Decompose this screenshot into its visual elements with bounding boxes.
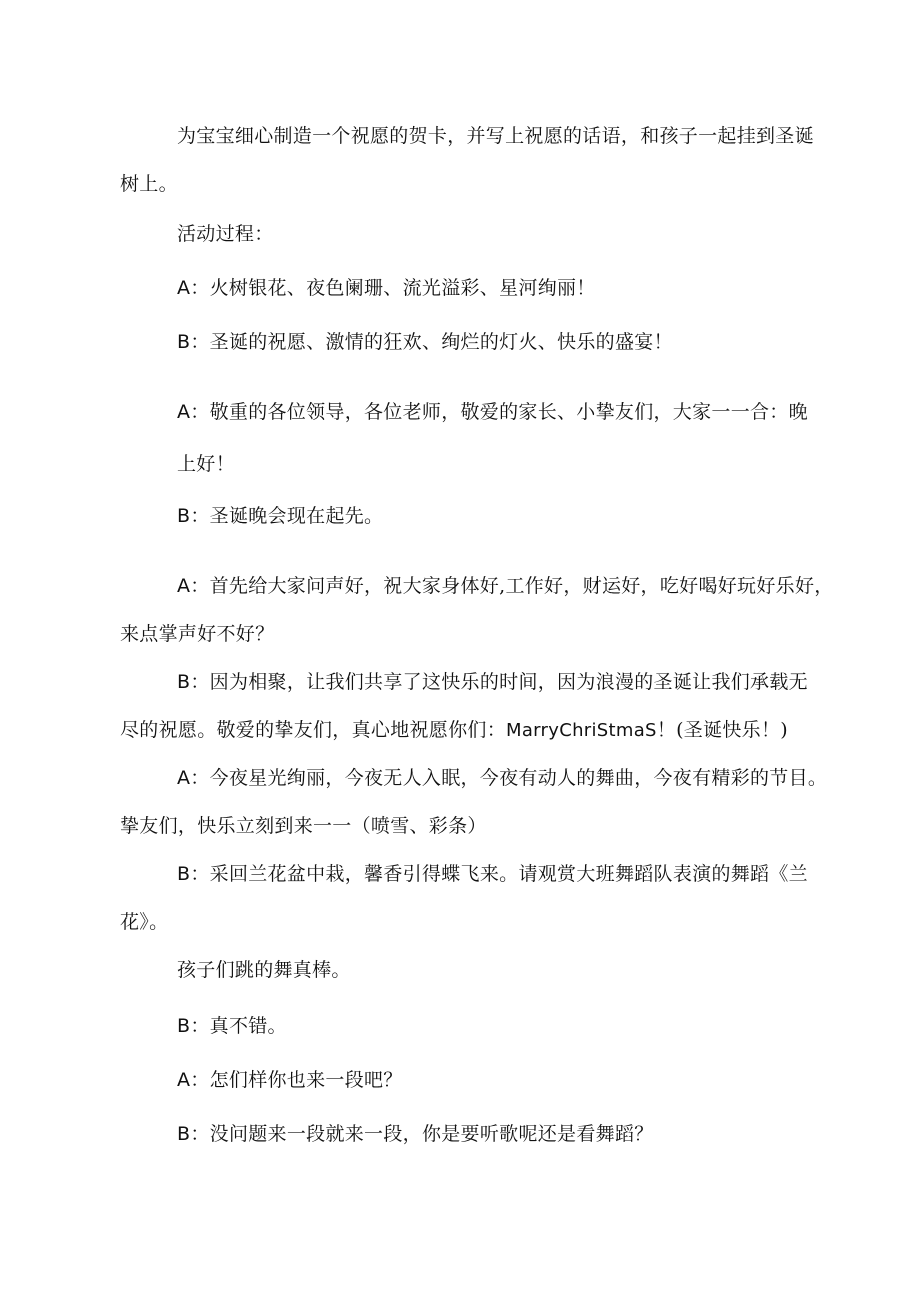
speaker-label: A： — [177, 401, 210, 423]
speaker-label: B： — [177, 1123, 210, 1145]
dialogue-continuation: 花》。 — [120, 911, 169, 933]
paragraph-intro-line2: 树上。 — [120, 173, 178, 195]
dialogue-text: 因为相聚，让我们共享了这快乐的时间，因为浪漫的圣诞让我们承载无 — [209, 671, 808, 693]
dialogue-text: 尽的祝愿。敬爱的挚友们，真心地祝愿你们： — [120, 719, 507, 741]
dialogue-line — [177, 400, 808, 424]
speaker-label: B： — [177, 863, 210, 885]
dialogue-text: 圣诞的祝愿、激情的狂欢、绚烂的灯火、快乐的盛宴！ — [209, 331, 673, 353]
dialogue-line — [177, 1068, 403, 1092]
speaker-label: A： — [177, 767, 210, 789]
dialogue-line — [177, 1122, 654, 1146]
dialogue-text: 火树银花、夜色阑珊、流光溢彩、星河绚丽！ — [209, 277, 596, 299]
dialogue-text: 没问题来一段就来一段，你是要听歌呢还是看舞蹈？ — [209, 1123, 654, 1145]
dialogue-line — [177, 574, 834, 598]
dialogue-line — [177, 276, 596, 300]
dialogue-text: 今夜星光绚丽，今夜无人入眠，今夜有动人的舞曲，今夜有精彩的节目。 — [209, 767, 828, 789]
dialogue-continuation: 挚友们，快乐立刻到来一一（喷雪、彩条） — [120, 815, 487, 837]
activity-process-heading: 活动过程： — [177, 223, 274, 245]
speaker-label: B： — [177, 505, 210, 527]
dialogue-line — [177, 670, 808, 694]
dialogue-text: 采回兰花盆中栽，馨香引得蝶飞来。请观赏大班舞蹈队表演的舞蹈《兰 — [209, 863, 808, 885]
dialogue-continuation: 上好！ — [177, 453, 235, 475]
dialogue-line — [177, 1014, 287, 1038]
paragraph-intro-line1: 为宝宝细心制造一个祝愿的贺卡，并写上祝愿的话语，和孩子一起挂到圣诞 — [177, 125, 814, 147]
dialogue-line — [177, 862, 808, 886]
dialogue-continuation: 来点掌声好不好？ — [120, 623, 275, 645]
dialogue-text: 真不错。 — [209, 1015, 287, 1037]
dialogue-continuation — [120, 718, 788, 743]
speaker-label: B： — [177, 1015, 210, 1037]
dialogue-line — [177, 504, 383, 528]
dialogue-text: 敬重的各位领导，各位老师，敬爱的家长、小挚友们，大家一一合：晚 — [209, 401, 808, 423]
dialogue-text: 怎们样你也来一段吧？ — [209, 1069, 403, 1091]
speaker-label: A： — [177, 277, 210, 299]
dialogue-text: ！(圣诞快乐！) — [656, 719, 788, 741]
dialogue-line — [177, 330, 673, 354]
dialogue-text: 首先给大家问声好，祝大家身体好,工作好，财运好，吃好喝好玩好乐好， — [209, 575, 834, 597]
greeting-latin: MarryChriStmaS — [506, 720, 657, 741]
speaker-label: B： — [177, 331, 210, 353]
speaker-label: A： — [177, 1069, 210, 1091]
dialogue-line — [177, 766, 827, 790]
dialogue-text: 圣诞晚会现在起先。 — [209, 505, 384, 527]
speaker-label: B： — [177, 671, 210, 693]
narration-line: 孩子们跳的舞真棒。 — [177, 959, 351, 981]
speaker-label: A： — [177, 575, 210, 597]
